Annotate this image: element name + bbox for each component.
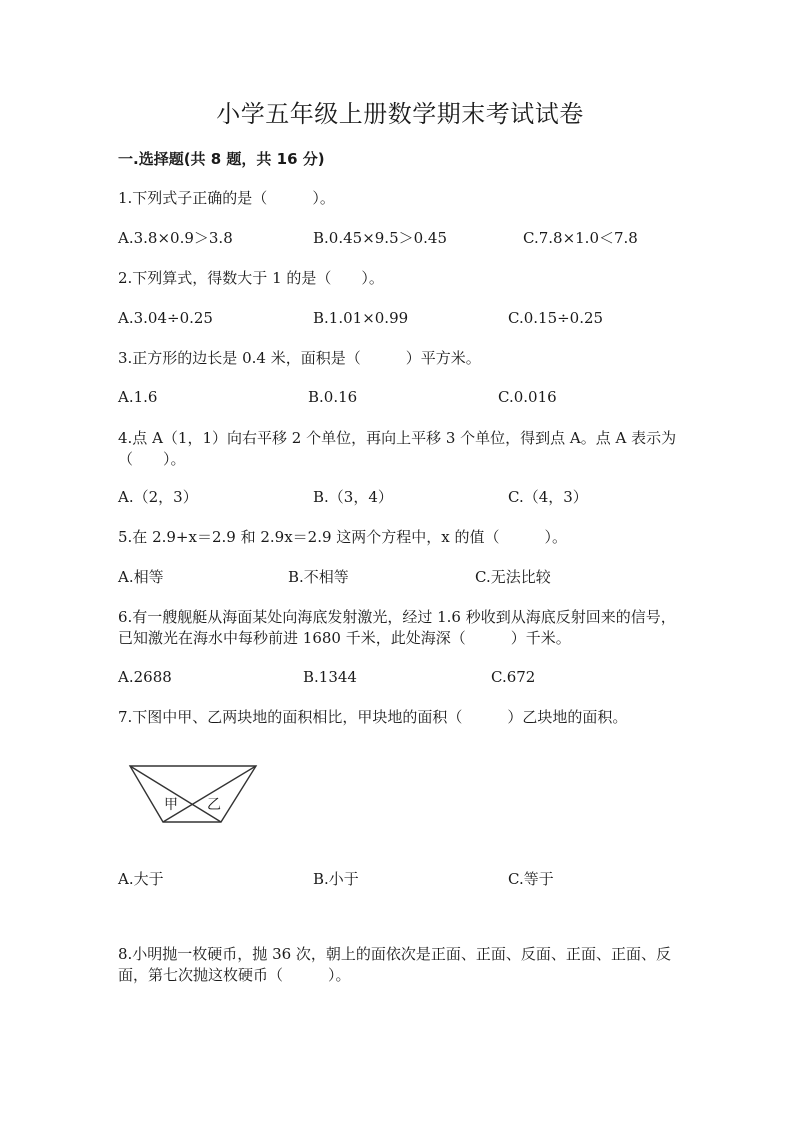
question-8: 8.小明抛一枚硬币，抛 36 次，朝上的面依次是正面、正面、反面、正面、正面、反面，第七次抛这枚硬币（ ）。: [118, 945, 671, 984]
q1-option-b: B.0.45×9.5＞0.45: [313, 229, 448, 247]
question-5: 5.在 2.9+x＝2.9 和 2.9x＝2.9 这两个方程中，x 的值（ ）。: [118, 528, 568, 546]
question-4: 4.点 A（1，1）向右平移 2 个单位，再向上平移 3 个单位，得到点 A。点 A 表示为（ ）。: [118, 429, 677, 468]
q3-option-a: A.1.6: [118, 388, 158, 406]
q3-option-c: C.0.016: [498, 388, 557, 406]
q7-option-b: B.小于: [313, 870, 359, 888]
q4-option-c: C.（4，3）: [508, 488, 588, 506]
page-title: 小学五年级上册数学期末考试试卷: [216, 100, 584, 128]
q6-option-b: B.1344: [303, 668, 357, 686]
q2-option-c: C.0.15÷0.25: [508, 309, 604, 327]
figure-label-yi: 乙: [207, 797, 221, 813]
question-7: 7.下图中甲、乙两块地的面积相比，甲块地的面积（ ）乙块地的面积。: [118, 708, 628, 726]
q7-option-c: C.等于: [508, 870, 554, 888]
q5-option-b: B.不相等: [288, 568, 349, 586]
q2-option-b: B.1.01×0.99: [313, 309, 409, 327]
q7-option-a: A.大于: [118, 870, 164, 888]
figure-label-jia: 甲: [164, 797, 178, 813]
q1-option-a: A.3.8×0.9＞3.8: [118, 229, 233, 247]
q4-option-b: B.（3，4）: [313, 488, 393, 506]
q4-option-a: A.（2，3）: [118, 488, 198, 506]
q3-option-b: B.0.16: [308, 388, 358, 406]
section-heading: 一.选择题(共 8 题，共 16 分): [118, 150, 325, 168]
question-6: 6.有一艘舰艇从海面某处向海底发射激光，经过 1.6 秒收到从海底反射回来的信号，已知激光在海水中每秒前进 1680 千米，此处海深（ ）千米。: [118, 608, 676, 647]
q6-option-a: A.2688: [118, 668, 172, 686]
trapezoid-figure: [127, 760, 259, 828]
q1-option-c: C.7.8×1.0＜7.8: [523, 229, 638, 247]
q5-option-a: A.相等: [118, 568, 164, 586]
question-2: 2.下列算式，得数大于 1 的是（ ）。: [118, 269, 384, 287]
q6-option-c: C.672: [491, 668, 536, 686]
question-3: 3.正方形的边长是 0.4 米，面积是（ ）平方米。: [118, 349, 481, 367]
question-1: 1.下列式子正确的是（ ）。: [118, 189, 335, 207]
q5-option-c: C.无法比较: [475, 568, 551, 586]
q2-option-a: A.3.04÷0.25: [118, 309, 213, 327]
